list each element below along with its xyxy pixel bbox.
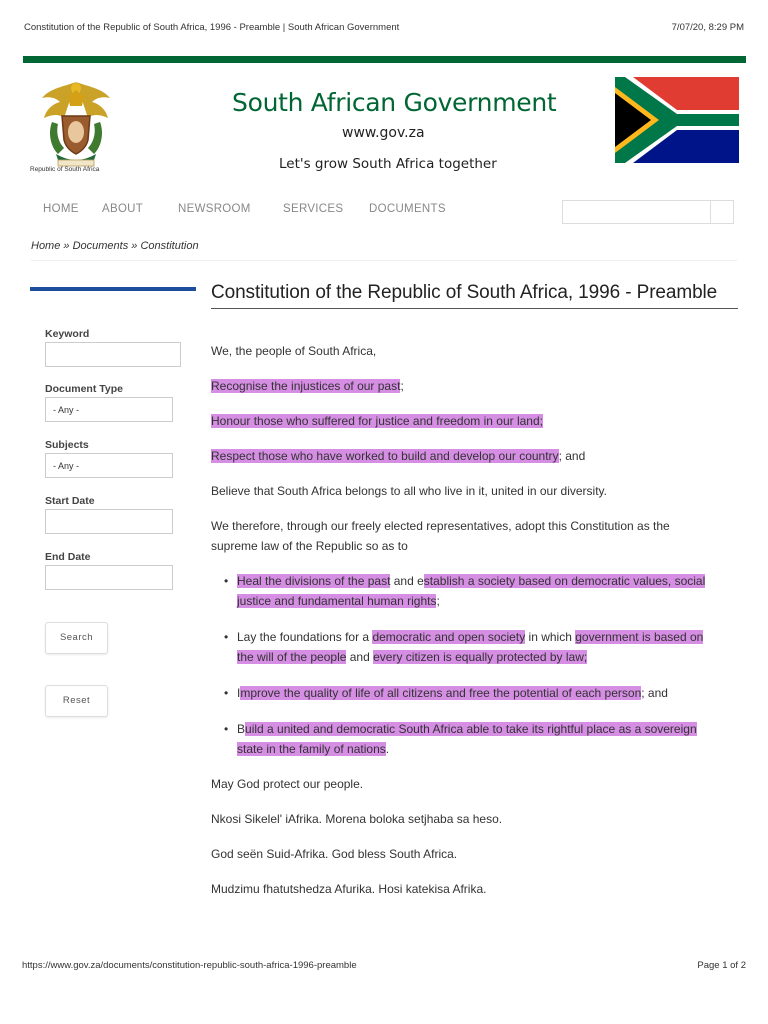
- breadcrumb-divider: [31, 260, 737, 261]
- highlight: justice and fundamental human rights: [237, 594, 437, 608]
- south-african-flag-image: [615, 77, 739, 163]
- site-url: www.gov.za: [342, 125, 425, 141]
- text: ;: [400, 379, 404, 393]
- print-page-number: Page 1 of 2: [697, 960, 746, 971]
- nav-home[interactable]: HOME: [43, 203, 79, 215]
- paragraph-line: supreme law of the Republic so as to: [211, 539, 408, 553]
- print-url: https://www.gov.za/documents/constitution-republic-south-africa-1996-preamble: [22, 960, 357, 971]
- bullet-icon: •: [224, 686, 229, 700]
- bullet-icon: •: [224, 722, 229, 736]
- print-page-title: Constitution of the Republic of South Africa, 1996 - Preamble | South African Government: [24, 22, 400, 33]
- paragraph: We, the people of South Africa,: [211, 344, 377, 358]
- site-tagline: Let's grow South Africa together: [279, 156, 497, 172]
- document-title: Constitution of the Republic of South Africa, 1996 - Preamble: [211, 282, 718, 303]
- list-item-line: [237, 647, 737, 668]
- highlight: state in the family of nations: [237, 742, 386, 756]
- text: .: [385, 742, 390, 756]
- breadcrumb-home[interactable]: Home: [31, 240, 64, 252]
- highlight: stablish a society based on democratic values, social: [423, 574, 706, 588]
- list-item-line: [237, 683, 737, 704]
- nav-services[interactable]: SERVICES: [283, 203, 344, 215]
- document-type-select[interactable]: - Any -: [45, 397, 173, 422]
- highlight: every citizen is equally protected by law;: [373, 650, 588, 664]
- start-date-input[interactable]: [45, 509, 173, 534]
- text: I: [237, 686, 241, 700]
- text: B: [237, 722, 246, 736]
- list-item-line: [237, 627, 737, 648]
- paragraph: [211, 411, 741, 432]
- paragraph: [211, 376, 741, 397]
- highlight: democratic and open society: [372, 630, 526, 644]
- paragraph-line: We therefore, through our freely elected representatives, adopt this Constitution as the: [211, 519, 670, 533]
- breadcrumb-separator: »: [131, 240, 141, 252]
- highlight: Heal the divisions of the past: [237, 574, 391, 588]
- bullet-icon: •: [224, 574, 229, 588]
- document-type-label: Document Type: [45, 383, 123, 395]
- nav-newsroom[interactable]: NEWSROOM: [178, 203, 251, 215]
- text: in which: [525, 630, 576, 644]
- end-date-label: End Date: [45, 551, 91, 563]
- highlight: uild a united and democratic South Africa able to take its rightful place as a sovereign: [245, 722, 697, 736]
- breadcrumb-separator: »: [63, 240, 73, 252]
- coat-caption: Republic of South Africa: [30, 166, 100, 173]
- paragraph: Nkosi Sikelel' iAfrika. Morena boloka setjhaba sa heso.: [211, 812, 503, 826]
- subjects-label: Subjects: [45, 439, 89, 451]
- search-button[interactable]: Search: [45, 622, 108, 654]
- subjects-select[interactable]: - Any -: [45, 453, 173, 478]
- paragraph: Mudzimu fhatutshedza Afurika. Hosi katekisa Afrika.: [211, 882, 487, 896]
- print-datetime: 7/07/20, 8:29 PM: [671, 22, 744, 33]
- highlight: the will of the people: [237, 650, 347, 664]
- breadcrumb: [31, 240, 199, 252]
- nav-about[interactable]: ABOUT: [102, 203, 144, 215]
- site-title[interactable]: South African Government: [232, 88, 557, 117]
- highlight: Respect those who have worked to build and develop our country: [211, 449, 559, 463]
- title-underline: [211, 308, 738, 309]
- sidebar-accent-bar: [30, 287, 196, 291]
- paragraph: May God protect our people.: [211, 777, 364, 791]
- coat-of-arms-logo[interactable]: [28, 76, 124, 176]
- highlight: Recognise the injustices of our past: [211, 379, 401, 393]
- brand-bar: [23, 56, 746, 63]
- print-header: [24, 22, 744, 36]
- end-date-input[interactable]: [45, 565, 173, 590]
- keyword-input[interactable]: [45, 342, 181, 367]
- breadcrumb-constitution[interactable]: Constitution: [140, 240, 199, 252]
- reset-button[interactable]: Reset: [45, 685, 108, 717]
- site-search-button[interactable]: [710, 200, 734, 224]
- paragraph: [211, 446, 741, 467]
- start-date-label: Start Date: [45, 495, 95, 507]
- paragraph: God seën Suid-Afrika. God bless South Africa.: [211, 847, 458, 861]
- breadcrumb-documents[interactable]: Documents: [72, 240, 132, 252]
- text: ;: [436, 594, 440, 608]
- bullet-icon: •: [224, 630, 229, 644]
- text: Lay the foundations for a: [237, 630, 373, 644]
- list-item-line: [237, 719, 737, 740]
- site-search-input[interactable]: [562, 200, 734, 224]
- paragraph: Believe that South Africa belongs to all who live in it, united in our diversity.: [211, 484, 607, 498]
- text: and: [346, 650, 374, 664]
- highlight: mprove the quality of life of all citizens and free the potential of each person: [240, 686, 642, 700]
- list-item-line: [237, 571, 737, 592]
- text: and e: [390, 574, 424, 588]
- keyword-label: Keyword: [45, 328, 90, 340]
- text: ; and: [641, 686, 668, 700]
- text: ; and: [558, 449, 586, 463]
- highlight: government is based on: [575, 630, 704, 644]
- nav-documents[interactable]: DOCUMENTS: [369, 203, 446, 215]
- list-item-line: [237, 591, 737, 612]
- highlight: Honour those who suffered for justice and freedom in our land;: [211, 414, 543, 428]
- list-item-line: [237, 739, 737, 760]
